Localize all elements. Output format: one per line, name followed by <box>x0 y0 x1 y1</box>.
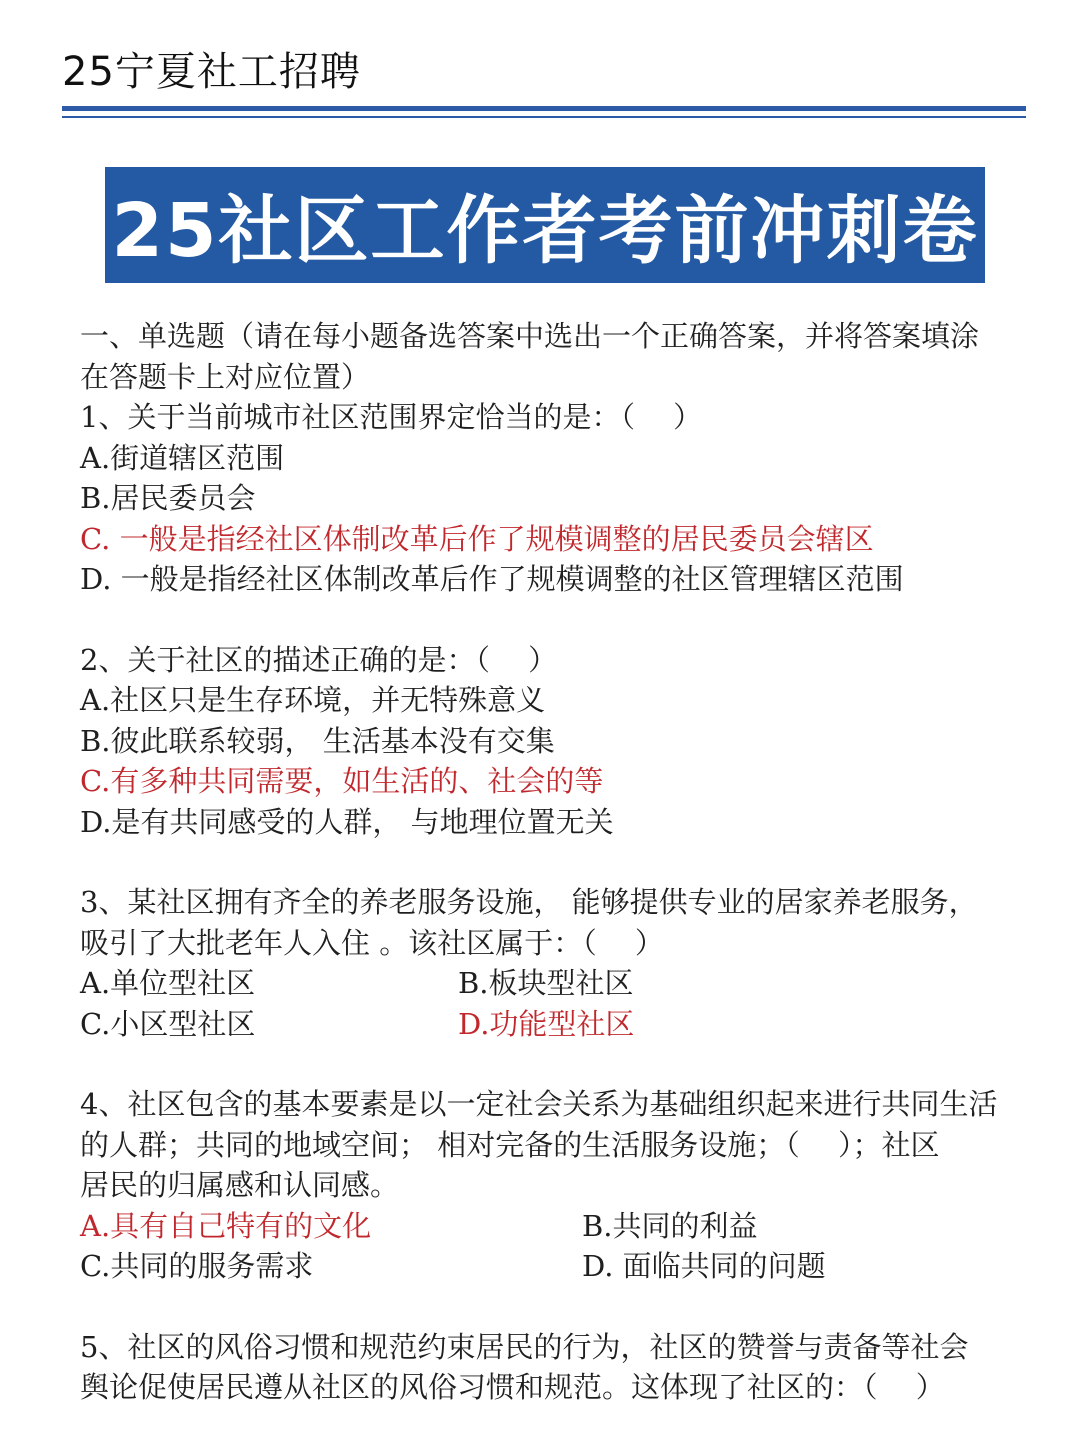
header-divider-thin <box>62 116 1026 118</box>
question-stem: 3、某社区拥有齐全的养老服务设施， 能够提供专业的居家养老服务， <box>80 885 978 919</box>
question-1 <box>80 397 1010 600</box>
option-row <box>80 1206 1010 1247</box>
exam-banner <box>105 167 985 283</box>
question-stem: 4、社区包含的基本要素是以一定社会关系为基础组织起来进行共同生活 <box>80 1087 998 1121</box>
question-2 <box>80 640 1010 843</box>
option-a: A.单位型社区 <box>80 966 256 1000</box>
option-c: C.小区型社区 <box>80 1006 256 1041</box>
section-heading: 一、单选题（请在每小题备选答案中选出一个正确答案，并将答案填涂 <box>80 319 980 353</box>
question-stem: 2、关于社区的描述正确的是：（ ） <box>80 642 558 677</box>
exam-content <box>80 316 1010 1408</box>
option-d: D. 面临共同的问题 <box>582 1249 826 1283</box>
option-b: B.共同的利益 <box>582 1208 758 1243</box>
question-stem-cont: 居民的归属感和认同感。 <box>80 1168 400 1202</box>
option-b: B.板块型社区 <box>458 966 634 1000</box>
section-heading-cont: 在答题卡上对应位置） <box>80 359 371 394</box>
option-c-correct: C. 一般是指经社区体制改革后作了规模调整的居民委员会辖区 <box>80 521 874 556</box>
question-stem: 1、关于当前城市社区范围界定恰当的是：（ ） <box>80 400 703 434</box>
option-d-correct: D.功能型社区 <box>458 1006 635 1041</box>
question-stem-cont: 吸引了大批老年人入住 。该社区属于：（ ） <box>80 925 664 960</box>
header-divider-thick <box>62 106 1026 111</box>
option-row <box>80 963 1010 1004</box>
page-header-title: 25宁夏社工招聘 <box>62 49 361 95</box>
question-3 <box>80 882 1010 1044</box>
option-a: A.社区只是生存环境，并无特殊意义 <box>80 683 546 717</box>
question-stem-cont: 的人群；共同的地域空间； 相对完备的生活服务设施；（ ）；社区 <box>80 1127 940 1162</box>
question-stem: 5、社区的风俗习惯和规范约束居民的行为，社区的赞誉与责备等社会 <box>80 1329 969 1364</box>
option-d: D. 一般是指经社区体制改革后作了规模调整的社区管理辖区范围 <box>80 562 904 596</box>
option-c: C.共同的服务需求 <box>80 1249 314 1283</box>
option-b: B.居民委员会 <box>80 481 256 515</box>
question-stem-cont: 舆论促使居民遵从社区的风俗习惯和规范。这体现了社区的：（ ） <box>80 1370 945 1404</box>
exam-title: 25社区工作者考前冲刺卷 <box>111 188 979 274</box>
option-d: D.是有共同感受的人群， 与地理位置无关 <box>80 804 614 839</box>
option-b: B.彼此联系较弱， 生活基本没有交集 <box>80 723 555 758</box>
option-a: A.街道辖区范围 <box>80 440 285 475</box>
option-row <box>80 1246 1010 1287</box>
option-c-correct: C.有多种共同需要，如生活的、社会的等 <box>80 764 604 798</box>
question-4 <box>80 1084 1010 1287</box>
option-a-correct: A.具有自己特有的文化 <box>80 1208 372 1243</box>
option-row <box>80 1004 1010 1045</box>
question-5 <box>80 1327 1010 1408</box>
